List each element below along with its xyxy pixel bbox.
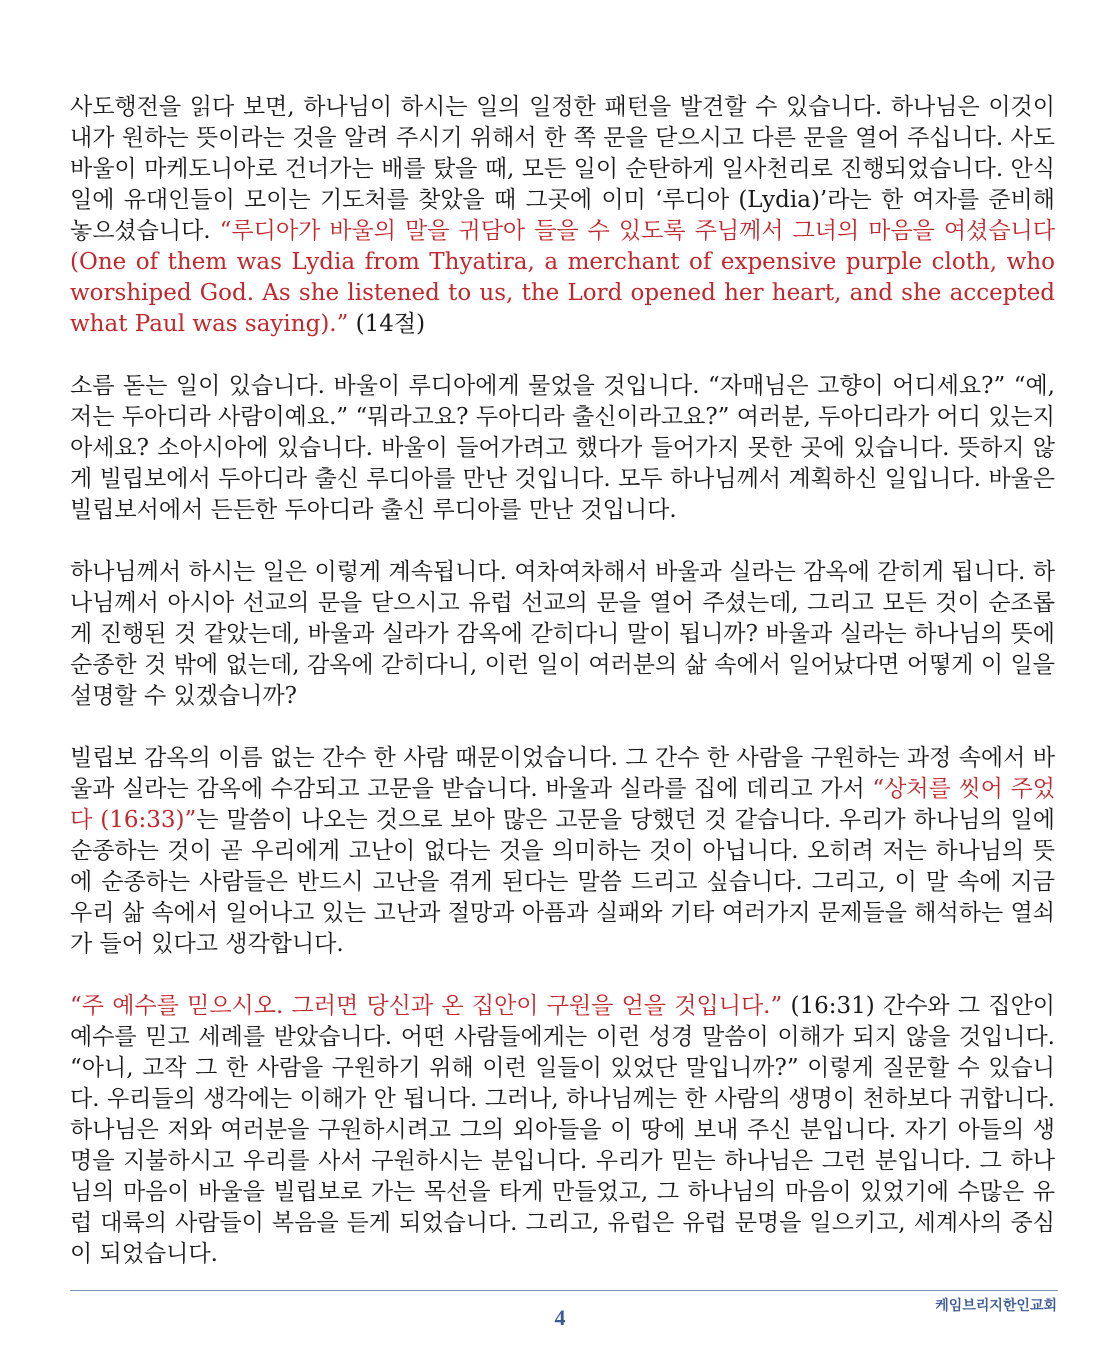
- paragraph-2: [70, 371, 1055, 526]
- paragraph-3: [70, 557, 1055, 712]
- verse-reference: (14절): [348, 311, 426, 337]
- scripture-quote-wounds: “상처를 씻어 주었다 (16:33)”: [70, 776, 1055, 833]
- paragraph-text: 사도행전을 읽다 보면, 하나님이 하시는 일의 일정한 패턴을 발견할 수 있습니다. 하나님은 이것이 내가 원하는 뜻이라는 것을 알려 주시기 위해서 한 쪽 문을 닫으시고 다른 문을 열어 주십니다. 사도 바울이 마케도니아로 건너가는 배를 탔을 때, 모든 일이 순탄하게 일사천리로 진행되었습니다. 안식일에 유대인들이 모이는 기도처를 찾았을 때 그곳에 이미 ‘루디아 (Lydia)’라는 한 여자를 준비해 놓으셨습니다.: [70, 94, 1055, 244]
- paragraph-1: [70, 92, 1055, 340]
- paragraph-text: 빌립보 감옥의 이름 없는 간수 한 사람 때문이었습니다. 그 간수 한 사람을 구원하는 과정 속에서 바울과 실라는 감옥에 수감되고 고문을 받습니다. 바울과 실라를 집에 데리고 가서: [70, 745, 1055, 802]
- paragraph-text: 소름 돋는 일이 있습니다. 바울이 루디아에게 물었을 것입니다. “자매님은 고향이 어디세요?” “예, 저는 두아디라 사람이예요.” “뭐라고요? 두아디라 출신이라고요?” 여러분, 두아디라가 어디 있는지 아세요? 소아시아에 있습니다. 바울이 들어가려고 했다가 들어가지 못한 곳에 있습니다. 뜻하지 않게 빌립보에서 두아디라 출신 루디아를 만난 것입니다. 모두 하나님께서 계획하신 일입니다. 바울은 빌립보서에서 든든한 두아디라 출신 루디아를 만난 것입니다.: [70, 373, 1055, 523]
- sermon-body: [70, 92, 1055, 1301]
- church-name: 케임브리지한인교회: [935, 1298, 1057, 1314]
- footer-divider: [70, 1290, 1058, 1291]
- page-number: 4: [554, 1305, 566, 1330]
- paragraph-text: (16:31) 간수와 그 집안이 예수를 믿고 세례를 받았습니다. 어떤 사람들에게는 이런 성경 말씀이 이해가 되지 않을 것입니다. “아니, 고작 그 한 사람을 구원하기 위해 이런 일들이 있었단 말입니까?” 이렇게 질문할 수 있습니다. 우리들의 생각에는 이해가 안 됩니다. 그러나, 하나님께는 한 사람의 생명이 천하보다 귀합니다. 하나님은 저와 여러분을 구원하시려고 그의 외아들을 이 땅에 보내 주신 분입니다. 자기 아들의 생명을 지불하시고 우리를 사서 구원하시는 분입니다. 우리가 믿는 하나님은 그런 분입니다. 그 하나님의 마음이 바울을 빌립보로 가는 목선을 타게 만들었고, 그 하나님의 마음이 있었기에 수많은 유럽 대륙의 사람들이 복음을 듣게 되었습니다. 그리고, 유럽은 유럽 문명을 일으키고, 세계사의 중심이 되었습니다.: [70, 993, 1056, 1267]
- paragraph-5: [70, 991, 1055, 1270]
- paragraph-text: 는 말씀이 나오는 것으로 보아 많은 고문을 당했던 것 같습니다. 우리가 하나님의 일에 순종하는 것이 곧 우리에게 고난이 없다는 것을 의미하는 것이 아닙니다. 오히려 저는 하나님의 뜻에 순종하는 사람들은 반드시 고난을 겪게 된다는 말씀 드리고 싶습니다. 그리고, 이 말 속에 지금 우리 삶 속에서 일어나고 있는 고난과 절망과 아픔과 실패와 기타 여러가지 문제들을 해석하는 열쇠가 들어 있다고 생각합니다.: [70, 807, 1055, 957]
- paragraph-4: [70, 743, 1055, 960]
- paragraph-text: 하나님께서 하시는 일은 이렇게 계속됩니다. 여차여차해서 바울과 실라는 감옥에 갇히게 됩니다. 하나님께서 아시아 선교의 문을 닫으시고 유럽 선교의 문을 열어 주셨는데, 그리고 모든 것이 순조롭게 진행된 것 같았는데, 바울과 실라가 감옥에 갇히다니 말이 됩니까? 바울과 실라는 하나님의 뜻에 순종한 것 밖에 없는데, 감옥에 갇히다니, 이런 일이 여러분의 삶 속에서 일어났다면 어떻게 이 일을 설명할 수 있겠습니까?: [70, 559, 1055, 709]
- scripture-quote-lydia: “루디아가 바울의 말을 귀담아 들을 수 있도록 주님께서 그녀의 마음을 여셨습니다 (One of them was Lydia from Thyatira, a merchant of expensive purple cloth, who worshiped God. As she listened to us, the Lord opened her heart, and she accepted what Paul was saying).”: [70, 218, 1055, 337]
- scripture-quote-believe: “주 예수를 믿으시오. 그러면 당신과 온 집안이 구원을 얻을 것입니다.”: [70, 993, 783, 1019]
